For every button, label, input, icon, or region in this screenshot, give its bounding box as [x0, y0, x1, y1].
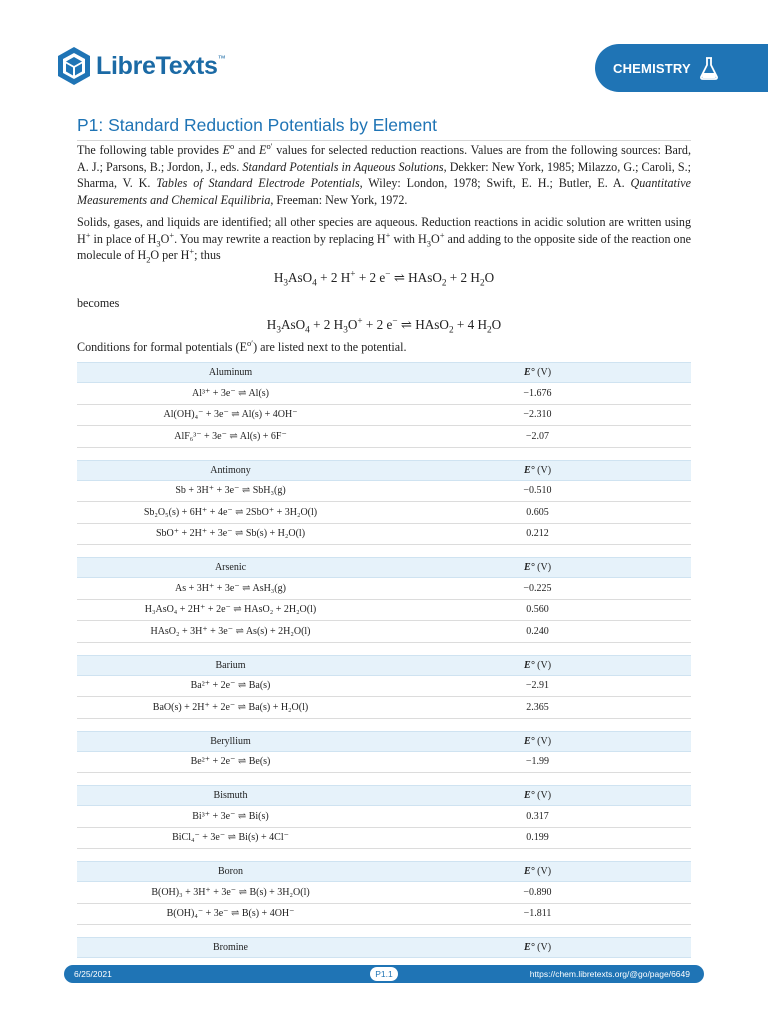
reaction-cell: BaO(s) + 2H⁺ + 2e⁻ ⇌ Ba(s) + H₂O(l): [152, 701, 309, 713]
table-row: [77, 676, 691, 698]
table-row: [77, 621, 691, 643]
potential-column-header: E° (V): [523, 562, 552, 573]
element-name: Bromine: [213, 942, 248, 953]
potential-column-header: E° (V): [523, 790, 552, 801]
potential-cell: 0.317: [526, 810, 549, 822]
potential-cell: 0.212: [526, 528, 549, 540]
reaction-cell: AlF₆³⁻ + 3e⁻ ⇌ Al(s) + 6F⁻: [174, 430, 287, 442]
reaction-cell: SbO⁺ + 2H⁺ + 3e⁻ ⇌ Sb(s) + H₂O(l): [155, 528, 306, 540]
logo-text: LibreTexts: [96, 51, 218, 80]
notation-paragraph: Solids, gases, and liquids are identified; all other species are aqueous. Reduction reactions in acidic solution are written using H+ in place of $H_3O^+$. You may rewrite a reaction by replacing H+ with $H_3O^+$ and adding to the opposite side of the reaction one molecule of $H_2O$ per H+; thus: [77, 215, 691, 265]
page-footer: [64, 965, 704, 983]
libretexts-logo[interactable]: [56, 46, 226, 86]
element-name: Bismuth: [213, 790, 248, 801]
reaction-cell: Be²⁺ + 2e⁻ ⇌ Be(s): [190, 756, 271, 768]
potential-cell: −1.676: [523, 387, 552, 399]
table-row: [77, 383, 691, 405]
subject-label: CHEMISTRY: [613, 60, 691, 76]
table-row: [77, 600, 691, 622]
element-group: [77, 861, 691, 925]
equation-hydronium-form: $H_3AsO_4 + 2$ $H_3O^+ + 2$ e− ⇌ HAsO$_2$ + 4 $H_2O$: [266, 315, 502, 335]
element-header-row: [77, 460, 691, 481]
element-header-row: [77, 785, 691, 806]
reaction-cell: B(OH)₄⁻ + 3e⁻ ⇌ B(s) + 4OH⁻: [166, 908, 295, 920]
potential-cell: −1.99: [525, 756, 550, 768]
element-group: [77, 937, 691, 958]
table-row: [77, 524, 691, 546]
potential-cell: −0.510: [523, 485, 552, 497]
reduction-potentials-table: [77, 362, 691, 970]
citation-1: Standard Potentials in Aqueous Solutions: [242, 159, 444, 174]
element-group: [77, 731, 691, 774]
potential-column-header: E° (V): [523, 735, 552, 747]
table-row: [77, 502, 691, 524]
reaction-cell: B(OH)₃ + 3H⁺ + 3e⁻ ⇌ B(s) + 3H₂O(l): [151, 886, 310, 898]
element-name: Antimony: [210, 464, 251, 476]
element-header-row: [77, 731, 691, 752]
libretexts-hex-icon: [56, 46, 92, 86]
conditions-note: Conditions for formal potentials $(E^{o'})$ are listed next to the potential.: [77, 337, 407, 354]
intro-paragraph: The following table provides $E^o$ and $E^{o'}$ values for selected reduction reactions. Values are from the following sources: Bard, A. J.; Parsons, B.; Jordon, J., eds. Standard Potentials in Aqueous Solutions, Dekker: New York, 1985; Milazzo, G.; Caroli, S.; Sharma, V. K. Tables of Standard Electrode Potentials, Wiley: London, 1978; Swift, E. H.; Butler, E. A. Quantitative Measurements and Chemical Equilibria, Freeman: New York, 1972.: [77, 140, 692, 207]
potential-column-header: E° (V): [523, 659, 552, 671]
reaction-cell: BiCl₄⁻ + 3e⁻ ⇌ Bi(s) + 4Cl⁻: [172, 832, 289, 844]
potential-cell: −2.310: [523, 409, 552, 421]
element-header-row: [77, 557, 691, 578]
potential-column-header: E° (V): [523, 367, 552, 378]
table-row: [77, 578, 691, 600]
footer-date: 6/25/2021: [74, 969, 112, 979]
element-group: [77, 655, 691, 719]
potential-column-header: E° (V): [523, 866, 552, 877]
logo-trademark: ™: [217, 54, 226, 63]
table-row: [77, 481, 691, 503]
table-row: [77, 405, 691, 427]
element-group: [77, 557, 691, 643]
reaction-cell: Al(OH)₄⁻ + 3e⁻ ⇌ Al(s) + 4OH⁻: [163, 409, 298, 421]
equation-acid-form: $H_3AsO_4 + 2$ H+ + 2 e− ⇌ HAsO$_2$ + 2 $H_2O$: [273, 268, 495, 288]
reaction-cell: Sb₂O₅(s) + 6H⁺ + 4e⁻ ⇌ 2SbO⁺ + 3H₂O(l): [143, 506, 318, 518]
element-name: Arsenic: [214, 562, 247, 573]
reaction-cell: H₃AsO₄ + 2H⁺ + 2e⁻ ⇌ HAsO₂ + 2H₂O(l): [144, 604, 317, 616]
element-name: Aluminum: [208, 367, 253, 378]
element-group: [77, 362, 691, 448]
becomes-text: becomes: [77, 296, 120, 310]
element-header-row: [77, 861, 691, 882]
citation-3: Quantitative Measurements and Chemical Equilibria: [77, 176, 691, 207]
table-row: [77, 904, 691, 926]
table-row: [77, 828, 691, 850]
table-row: [77, 426, 691, 448]
subject-banner[interactable]: [595, 44, 768, 92]
potential-cell: −0.890: [523, 886, 552, 898]
potential-cell: 0.560: [526, 604, 549, 616]
potential-cell: −2.07: [525, 430, 550, 442]
table-row: [77, 806, 691, 828]
element-group: [77, 460, 691, 546]
element-header-row: [77, 655, 691, 676]
reaction-cell: Sb + 3H⁺ + 3e⁻ ⇌ SbH₃(g): [175, 485, 286, 497]
reaction-cell: HAsO₂ + 3H⁺ + 3e⁻ ⇌ As(s) + 2H₂O(l): [150, 625, 311, 637]
potential-cell: 0.605: [526, 506, 549, 518]
footer-page-number: P1.1: [370, 967, 398, 981]
footer-url[interactable]: https://chem.libretexts.org/@go/page/6649: [529, 969, 690, 979]
flask-icon: [699, 56, 719, 80]
element-header-row: [77, 362, 691, 383]
page-title: P1: Standard Reduction Potentials by Element: [77, 115, 691, 141]
table-row: [77, 752, 691, 774]
potential-cell: −0.225: [523, 582, 552, 594]
element-group: [77, 785, 691, 849]
table-row: [77, 882, 691, 904]
element-name: Boron: [218, 866, 243, 877]
potential-cell: −1.811: [523, 908, 552, 920]
table-row: [77, 697, 691, 719]
element-name: Barium: [215, 659, 246, 671]
potential-cell: 0.240: [526, 625, 549, 637]
citation-2: Tables of Standard Electrode Potentials,: [156, 176, 363, 190]
potential-cell: 2.365: [526, 701, 549, 713]
reaction-cell: Ba²⁺ + 2e⁻ ⇌ Ba(s): [190, 680, 271, 692]
reaction-cell: As + 3H⁺ + 3e⁻ ⇌ AsH₃(g): [175, 582, 286, 594]
potential-cell: −2.91: [525, 680, 550, 692]
reaction-cell: Bi³⁺ + 3e⁻ ⇌ Bi(s): [192, 810, 269, 822]
element-name: Beryllium: [210, 735, 251, 747]
potential-column-header: E° (V): [523, 942, 552, 953]
element-header-row: [77, 937, 691, 958]
potential-column-header: E° (V): [523, 464, 552, 476]
potential-cell: 0.199: [526, 832, 549, 844]
reaction-cell: Al³⁺ + 3e⁻ ⇌ Al(s): [191, 387, 269, 399]
